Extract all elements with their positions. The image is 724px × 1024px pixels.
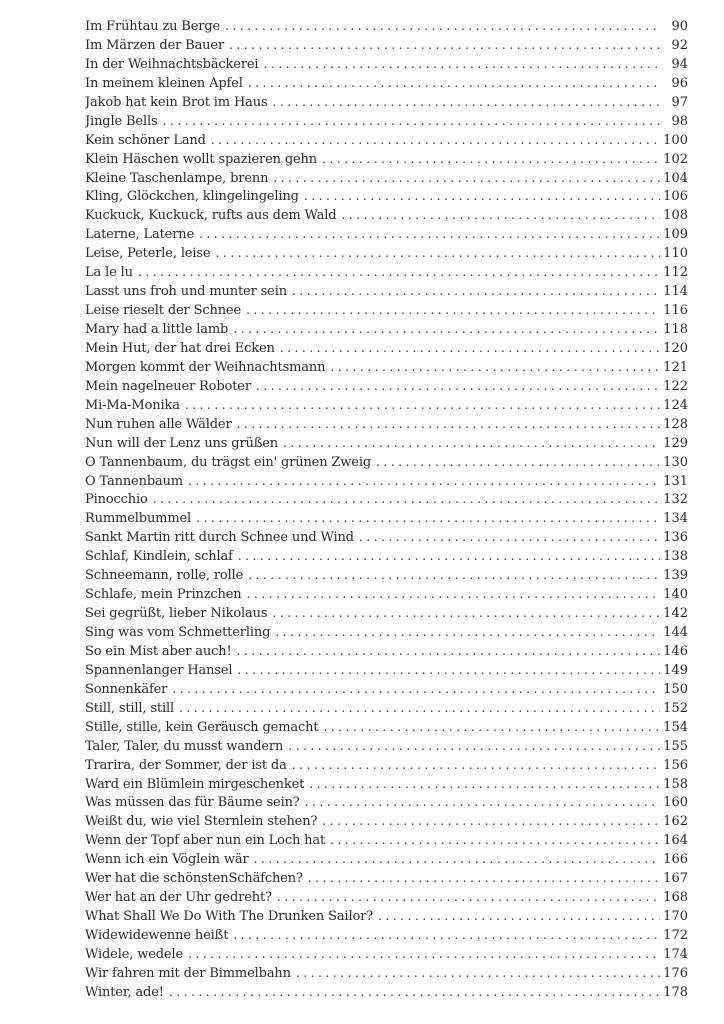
dot-leader [322, 150, 660, 169]
dot-leader [378, 907, 660, 926]
toc-entry-title: Nun ruhen alle Wälder [85, 416, 232, 432]
toc-entry-title: Mary had a little lamb [85, 322, 229, 337]
dot-leader [246, 301, 660, 320]
toc-entry [85, 377, 688, 396]
toc-entry [85, 472, 688, 491]
toc-entry-title: Lasst uns froh und munter sein [85, 284, 287, 300]
dot-leader [153, 490, 660, 509]
dot-leader [233, 320, 660, 339]
toc-entry-page-number: 155 [663, 738, 688, 754]
toc-entry-page-number: 130 [663, 454, 688, 470]
toc-entry-title: Winter, ade! [85, 984, 164, 1000]
toc-entry [85, 699, 688, 718]
toc-entry-page-number: 160 [663, 795, 688, 811]
dot-leader [172, 680, 660, 699]
dot-leader [199, 225, 660, 244]
toc-entry [85, 756, 688, 775]
dot-leader [247, 585, 660, 604]
toc-entry-page-number: 131 [663, 473, 688, 489]
toc-entry-title: Kling, Glöckchen, klingelingeling [85, 189, 299, 205]
toc-entry-title: Wenn ich ein Vöglein wär [85, 852, 249, 868]
toc-entry-title: O Tannenbaum, du trägst ein' grünen Zweig [85, 454, 372, 470]
dot-leader [292, 756, 660, 775]
toc-entry [85, 604, 688, 623]
toc-entry [85, 888, 688, 907]
dot-leader [238, 547, 660, 566]
toc-entry-title: Mi-Ma-Monika [85, 397, 180, 413]
dot-leader [283, 434, 660, 453]
toc-entry-page-number: 168 [663, 890, 688, 906]
toc-entry-title: Nun will der Lenz uns grüßen [85, 435, 279, 451]
toc-entry-page-number: 106 [663, 189, 688, 205]
toc-entry-page-number: 121 [663, 359, 688, 375]
dot-leader [305, 793, 660, 812]
toc-entry-title: Ward ein Blümlein mirgeschenket [85, 776, 305, 792]
dot-leader [237, 661, 660, 680]
toc-entry-title: Sei gegrüßt, lieber Nikolaus [85, 606, 268, 622]
toc-entry-title: What Shall We Do With The Drunken Sailor? [85, 909, 374, 925]
toc-entry [85, 490, 688, 509]
toc-entry-page-number: 98 [671, 113, 688, 129]
toc-entry-page-number: 164 [663, 833, 688, 849]
dot-leader [272, 604, 660, 623]
toc-entry [85, 55, 688, 74]
toc-entry-page-number: 122 [663, 378, 688, 394]
dot-leader [169, 983, 660, 1002]
toc-entry [85, 528, 688, 547]
toc-entry-title: Jakob hat kein Brot im Haus [85, 94, 268, 110]
toc-entry [85, 869, 688, 888]
toc-entry [85, 187, 688, 206]
toc-entry-title: In der Weihnachtsbäckerei [85, 56, 259, 72]
toc-entry-page-number: 154 [663, 719, 688, 735]
toc-entry [85, 737, 688, 756]
toc-entry [85, 434, 688, 453]
toc-entry-page-number: 172 [663, 928, 688, 943]
toc-entry-title: Widewidewenne heißt [85, 928, 229, 943]
toc-entry-page-number: 118 [663, 322, 688, 337]
dot-leader [237, 642, 660, 661]
toc-entry [85, 225, 688, 244]
toc-entry [85, 661, 688, 680]
toc-entry-title: La le lu [85, 265, 133, 281]
toc-entry [85, 793, 688, 812]
toc-entry-page-number: 140 [663, 587, 688, 603]
toc-entry [85, 244, 688, 263]
dot-leader [330, 358, 660, 377]
toc-entry [85, 831, 688, 850]
toc-entry-page-number: 139 [663, 568, 688, 584]
toc-entry-title: Spannenlanger Hansel [85, 662, 233, 678]
toc-entry [85, 509, 688, 528]
toc-entry-title: Mein Hut, der hat drei Ecken [85, 340, 275, 356]
dot-leader [211, 131, 660, 150]
toc-entry-title: Kleine Taschenlampe, brenn [85, 170, 269, 186]
toc-entry-page-number: 129 [663, 435, 688, 451]
toc-entry-page-number: 136 [663, 530, 688, 546]
toc-entry [85, 36, 688, 55]
toc-entry-page-number: 170 [663, 909, 688, 925]
dot-leader [138, 263, 660, 282]
dot-leader [248, 74, 660, 93]
dot-leader [322, 812, 660, 831]
toc-entry [85, 206, 688, 225]
toc-entry-page-number: 90 [671, 19, 688, 34]
dot-leader [229, 36, 660, 55]
toc-entry-page-number: 132 [663, 492, 688, 508]
toc-entry-title: Widele, wedele [85, 946, 184, 962]
dot-leader [263, 55, 660, 74]
toc-entry-title: Kein schöner Land [85, 132, 206, 148]
toc-entry [85, 112, 688, 131]
toc-entry-page-number: 142 [663, 606, 688, 622]
dot-leader [304, 187, 660, 206]
toc-entry-page-number: 167 [663, 871, 688, 887]
toc-entry [85, 396, 688, 415]
dot-leader [248, 566, 660, 585]
toc-entry [85, 301, 688, 320]
toc-entry-title: Wenn der Topf aber nun ein Loch hat [85, 833, 326, 849]
toc-entry [85, 642, 688, 661]
toc-entry-title: Trarira, der Sommer, der ist da [85, 757, 287, 773]
toc-entry [85, 263, 688, 282]
dot-leader [233, 926, 660, 945]
toc-entry-page-number: 97 [671, 94, 688, 110]
dot-leader [188, 472, 660, 491]
toc-entry-page-number: 144 [663, 625, 688, 640]
dot-leader [254, 850, 660, 869]
toc-entry-page-number: 96 [671, 75, 688, 91]
toc-entry-title: Jingle Bells [85, 113, 158, 129]
toc-entry-page-number: 149 [663, 662, 688, 678]
toc-entry-title: So ein Mist aber auch! [85, 643, 232, 659]
dot-leader [225, 17, 660, 36]
toc-entry [85, 585, 688, 604]
toc-entry-title: Laterne, Laterne [85, 227, 195, 243]
toc-entry-page-number: 178 [663, 984, 688, 1000]
toc-entry-page-number: 124 [663, 397, 688, 413]
toc-entry [85, 169, 688, 188]
toc-entry-page-number: 146 [663, 643, 688, 659]
toc-entry [85, 850, 688, 869]
toc-entry-page-number: 158 [663, 776, 688, 792]
toc-entry [85, 74, 688, 93]
toc-entry-page-number: 174 [663, 946, 688, 962]
toc-entry-page-number: 156 [663, 757, 688, 773]
dot-leader [196, 509, 660, 528]
toc-entry-page-number: 152 [663, 700, 688, 716]
toc-entry-page-number: 102 [663, 151, 688, 167]
toc-entry-title: Morgen kommt der Weihnachtsmann [85, 359, 326, 375]
toc-entry-page-number: 120 [663, 340, 688, 356]
toc-entry [85, 718, 688, 737]
toc-entry-page-number: 92 [671, 37, 688, 53]
toc-entry [85, 358, 688, 377]
toc-entry [85, 415, 688, 434]
toc-entry-page-number: 138 [663, 549, 688, 565]
toc-entry-title: Klein Häschen wollt spazieren gehn [85, 151, 317, 167]
dot-leader [359, 528, 660, 547]
toc-entry [85, 964, 688, 983]
toc-entry-title: Wer hat an der Uhr gedreht? [85, 890, 272, 906]
toc-entry-page-number: 166 [663, 852, 688, 868]
toc-entry [85, 945, 688, 964]
toc-entry-title: Leise rieselt der Schnee [85, 303, 242, 319]
toc-entry-title: Im Frühtau zu Berge [85, 19, 221, 34]
toc-entry-page-number: 108 [663, 208, 688, 224]
toc-entry [85, 623, 688, 642]
toc-entry-title: Was müssen das für Bäume sein? [85, 795, 300, 811]
toc-entry-title: Taler, Taler, du musst wandern [85, 738, 284, 754]
dot-leader [188, 945, 660, 964]
dot-leader [237, 415, 660, 434]
toc-entry [85, 547, 688, 566]
toc-entry-page-number: 109 [663, 227, 688, 243]
toc-entry-page-number: 150 [663, 681, 688, 697]
toc-entry-page-number: 176 [663, 965, 688, 981]
toc-entry [85, 983, 688, 1002]
dot-leader [272, 93, 660, 112]
dot-leader [288, 737, 660, 756]
dot-leader [277, 888, 660, 907]
toc-entry-title: Wir fahren mit der Bimmelbahn [85, 965, 291, 981]
toc-entry-title: Mein nagelneuer Roboter [85, 378, 251, 394]
dot-leader [292, 282, 660, 301]
toc-entry-page-number: 104 [663, 170, 688, 186]
toc-entry-page-number: 128 [663, 416, 688, 432]
toc-entry-title: Sankt Martin ritt durch Schnee und Wind [85, 530, 354, 546]
toc-entry [85, 812, 688, 831]
toc-entry-title: Weißt du, wie viel Sternlein stehen? [85, 814, 318, 830]
toc-entry [85, 680, 688, 699]
toc-entry [85, 775, 688, 794]
toc-entry-page-number: 114 [663, 284, 688, 300]
toc-entry [85, 453, 688, 472]
toc-entry-page-number: 94 [671, 56, 688, 72]
toc-entry-title: Schlafe, mein Prinzchen [85, 587, 242, 603]
toc-entry [85, 17, 688, 36]
toc-entry [85, 320, 688, 339]
toc-entry-page-number: 134 [663, 511, 688, 527]
dot-leader [280, 339, 660, 358]
toc-entry [85, 282, 688, 301]
toc-entry-page-number: 116 [663, 303, 688, 319]
toc-entry-title: Sonnenkäfer [85, 681, 168, 697]
toc-entry-title: Kuckuck, Kuckuck, rufts aus dem Wald [85, 208, 337, 224]
dot-leader [323, 718, 660, 737]
dot-leader [308, 869, 660, 888]
toc-entry-title: Wer hat die schönstenSchäfchen? [85, 871, 303, 887]
toc-entry-page-number: 162 [663, 814, 688, 830]
toc-entry-page-number: 112 [663, 265, 688, 281]
toc-list [85, 17, 688, 1002]
dot-leader [256, 377, 660, 396]
toc-entry [85, 339, 688, 358]
dot-leader [179, 699, 660, 718]
toc-entry-title: O Tannenbaum [85, 473, 183, 489]
toc-entry-title: Rummelbummel [85, 511, 192, 527]
dot-leader [296, 964, 660, 983]
dot-leader [185, 396, 660, 415]
dot-leader [273, 169, 660, 188]
dot-leader [215, 244, 660, 263]
toc-entry-title: In meinem kleinen Apfel [85, 75, 243, 91]
toc-entry-title: Stille, stille, kein Geräusch gemacht [85, 719, 319, 735]
toc-entry-page-number: 100 [663, 132, 688, 148]
toc-entry-title: Schlaf, Kindlein, schlaf [85, 549, 233, 565]
toc-entry-title: Still, still, still [85, 700, 175, 716]
toc-entry-title: Sing was vom Schmetterling [85, 625, 271, 640]
dot-leader [162, 112, 660, 131]
toc-entry [85, 93, 688, 112]
toc-entry-title: Im Märzen der Bauer [85, 37, 225, 53]
toc-entry-title: Pinocchio [85, 492, 148, 508]
toc-entry [85, 907, 688, 926]
toc-entry-title: Schneemann, rolle, rolle [85, 568, 244, 584]
dot-leader [376, 453, 660, 472]
toc-entry [85, 150, 688, 169]
toc-entry [85, 566, 688, 585]
toc-entry [85, 926, 688, 945]
dot-leader [275, 623, 660, 642]
toc-entry-title: Leise, Peterle, leise [85, 246, 211, 262]
dot-leader [341, 206, 660, 225]
toc-entry [85, 131, 688, 150]
dot-leader [330, 831, 660, 850]
toc-entry-page-number: 110 [663, 246, 688, 262]
dot-leader [309, 775, 660, 794]
